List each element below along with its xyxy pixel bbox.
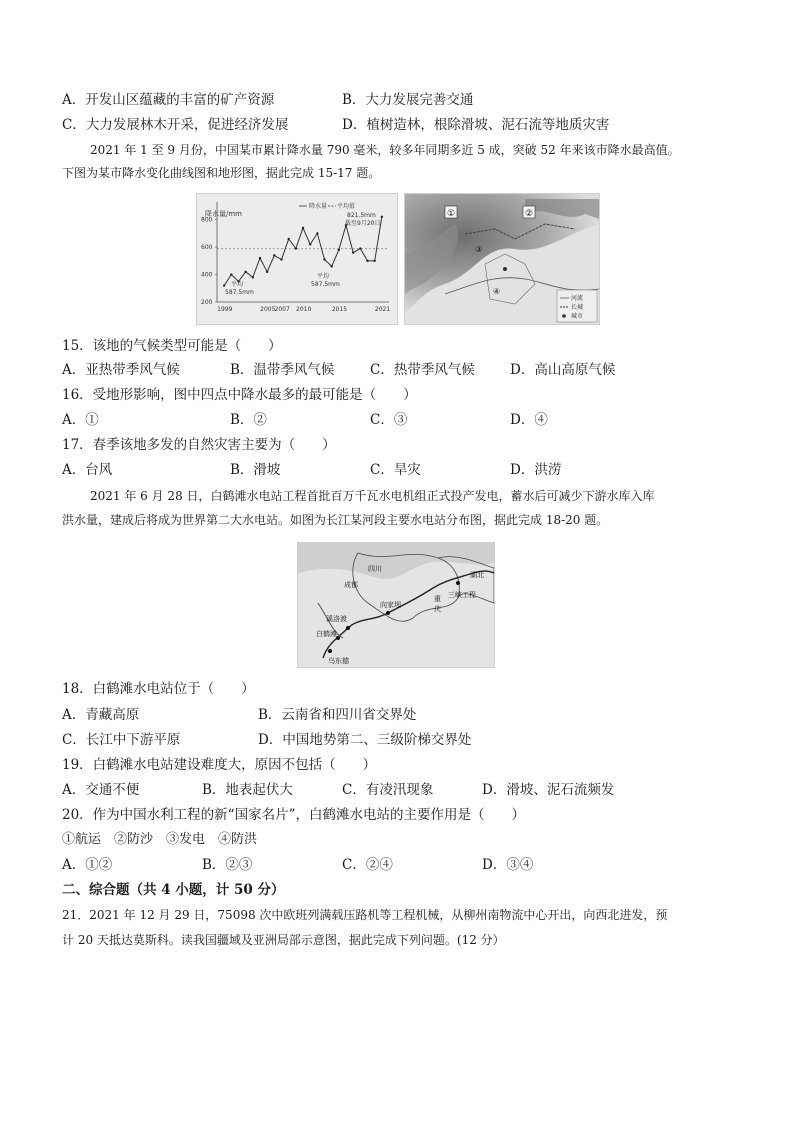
rainfall-point xyxy=(273,254,275,256)
q17-option-c: C．旱灾 xyxy=(370,462,421,478)
y-tick-label: 800 xyxy=(201,216,213,224)
legend-river: 河流 xyxy=(571,295,584,302)
rainfall-point xyxy=(330,265,332,267)
x-tick-label: 2007 xyxy=(274,306,290,313)
rainfall-point xyxy=(381,216,383,218)
annotation-avg-right-value: 587.5mm xyxy=(311,281,340,288)
label-hubei: 湖北 xyxy=(470,571,484,579)
hydropower-map-svg xyxy=(298,543,494,667)
q18-option-b: B．云南省和四川省交界处 xyxy=(258,707,417,723)
q14-option-d: D．植树造林，根除滑坡、泥石流等地质灾害 xyxy=(342,117,610,133)
x-tick-label: 1999 xyxy=(217,306,233,313)
rainfall-point xyxy=(295,247,297,249)
legend-average: 平均值 xyxy=(337,203,356,210)
rainfall-point xyxy=(287,238,289,240)
x-tick-label: 2005 xyxy=(260,306,276,313)
q15-option-a: A．亚热带季风气候 xyxy=(62,362,180,378)
rainfall-point xyxy=(373,260,375,262)
q17-stem: 17．春季该地多发的自然灾害主要为（ ） xyxy=(62,437,336,453)
legend-wall: 长城 xyxy=(571,304,584,311)
y-tick-label: 400 xyxy=(201,271,213,279)
legend-city: 城市 xyxy=(571,313,584,320)
intro2-line2: 洪水量，建成后将成为世界第二大水电站。如图为长江某河段主要水电站分布图，据此完成 18-20 题。 xyxy=(62,513,609,527)
x-tick-label: 2010 xyxy=(296,306,312,313)
label-chengdu: 成都 xyxy=(344,581,358,589)
map-label-4: ④ xyxy=(493,287,501,296)
label-chongqing-2: 庆 xyxy=(434,605,441,613)
q14-option-b: B．大力发展完善交通 xyxy=(342,92,474,108)
q15-option-d: D．高山高原气候 xyxy=(510,362,616,378)
q19-option-b: B．地表起伏大 xyxy=(202,782,293,798)
q20-stem: 20．作为中国水利工程的新“国家名片”，白鹤滩水电站的主要作用是（ ） xyxy=(62,807,525,823)
map-label-3: ③ xyxy=(475,245,483,254)
terrain-map xyxy=(404,193,600,325)
section2-title: 二、综合题（共 4 小题，计 50 分） xyxy=(62,882,285,898)
rainfall-point xyxy=(302,227,304,229)
rainfall-chart-svg xyxy=(197,194,397,324)
label-xiluodu: 溪洛渡 xyxy=(326,615,347,623)
annotation-avg-right: 平均 xyxy=(317,273,330,280)
rainfall-point xyxy=(252,276,254,278)
annotation-avg-left-value: 587.5mm xyxy=(225,289,254,296)
dam-three-gorges xyxy=(456,581,460,585)
annotation-2021-value: 821.5mm xyxy=(347,212,376,219)
q15-option-b: B．温带季风气候 xyxy=(230,362,335,378)
map-label-1: ① xyxy=(447,209,456,219)
rainfall-point xyxy=(230,273,232,275)
rainfall-point xyxy=(366,260,368,262)
q14-option-a: A．开发山区蕴藏的丰富的矿产资源 xyxy=(62,92,275,108)
q20-option-c: C．②④ xyxy=(342,857,393,873)
dam-xiangjiaba xyxy=(386,611,390,615)
q16-option-d: D．④ xyxy=(510,412,548,428)
city-marker xyxy=(503,267,507,271)
y-tick-label: 200 xyxy=(201,299,213,306)
intro2-line1: 2021 年 6 月 28 日，白鹤滩水电站工程首批百万千瓦水电机组正式投产发电，蓄水后可减少下游水库入库 xyxy=(90,489,655,503)
dam-xiluodu xyxy=(346,626,350,630)
q19-stem: 19．白鹤滩水电站建设难度大，原因不包括（ ） xyxy=(62,757,377,773)
rainfall-point xyxy=(316,232,318,234)
q21-line1: 21．2021 年 12 月 29 日，75098 次中欧班列满载压路机等工程机械，从柳州南物流中心开出，向西北进发，预 xyxy=(62,908,668,922)
q21-line2: 计 20 天抵达莫斯科。读我国疆域及亚洲局部示意图，据此完成下列问题。(12 分） xyxy=(62,933,505,947)
x-tick-label: 2021 xyxy=(374,306,391,313)
hydropower-map xyxy=(297,542,495,668)
q20-option-a: A．①② xyxy=(62,857,113,873)
q17-option-b: B．滑坡 xyxy=(230,462,281,478)
q18-option-a: A．青藏高原 xyxy=(62,707,140,723)
rainfall-point xyxy=(352,251,354,253)
q15-stem: 15．该地的气候类型可能是（ ） xyxy=(62,338,282,354)
annotation-2021-note: 截至9月20日 xyxy=(345,220,381,227)
q14-option-c: C．大力发展林木开采，促进经济发展 xyxy=(62,117,289,133)
q16-option-a: A．① xyxy=(62,412,99,428)
y-axis-label: 降水量/mm xyxy=(205,210,242,218)
q17-option-d: D．洪涝 xyxy=(510,462,562,478)
q16-stem: 16．受地形影响，图中四点中降水最多的最可能是（ ） xyxy=(62,387,417,403)
legend-series: 降水量 xyxy=(309,203,328,210)
label-baihetan: 白鹤滩 xyxy=(316,630,337,638)
q18-stem: 18．白鹤滩水电站位于（ ） xyxy=(62,681,255,697)
q19-option-a: A．交通不便 xyxy=(62,782,140,798)
legend-city-swatch xyxy=(562,314,566,318)
q18-option-c: C．长江中下游平原 xyxy=(62,732,181,748)
rainfall-point xyxy=(338,249,340,251)
q15-option-c: C．热带季风气候 xyxy=(370,362,475,378)
rainfall-point xyxy=(259,257,261,259)
rainfall-point xyxy=(266,271,268,273)
q16-option-c: C．③ xyxy=(370,412,408,428)
map-label-2: ② xyxy=(525,209,534,219)
rainfall-point xyxy=(309,243,311,245)
intro1-line2: 下图为某市降水变化曲线图和地形图，据此完成 15-17 题。 xyxy=(62,166,381,180)
q19-option-d: D．滑坡、泥石流频发 xyxy=(482,782,615,798)
rainfall-point xyxy=(244,271,246,273)
x-tick-label: 2015 xyxy=(331,306,348,313)
rainfall-point xyxy=(223,284,225,286)
rainfall-point xyxy=(280,258,282,260)
q19-option-c: C．有凌汛现象 xyxy=(342,782,434,798)
q20-option-d: D．③④ xyxy=(482,857,534,873)
q20-option-b: B．②③ xyxy=(202,857,253,873)
dam-wudongde xyxy=(328,649,332,653)
q17-option-a: A．台风 xyxy=(62,462,113,478)
y-tick-label: 600 xyxy=(201,244,213,252)
annotation-avg-left: 平均 xyxy=(231,281,244,288)
rainfall-chart xyxy=(196,193,398,325)
label-xiangjiaba: 向家坝 xyxy=(380,601,401,609)
q18-option-d: D．中国地势第二、三级阶梯交界处 xyxy=(258,732,472,748)
rainfall-point xyxy=(323,258,325,260)
q20-items: ①航运 ②防沙 ③发电 ④防洪 xyxy=(62,832,258,847)
terrain-map-svg xyxy=(405,194,599,324)
label-chongqing-1: 重 xyxy=(434,595,441,603)
rainfall-point xyxy=(359,247,361,249)
intro1-line1: 2021 年 1 至 9 月份，中国某市累计降水量 790 毫米，较多年同期多近 5 成，突破 52 年来该市降水最高值。 xyxy=(90,143,680,157)
label-sichuan: 四川 xyxy=(368,565,382,573)
label-wudongde: 乌东德 xyxy=(328,657,349,665)
label-three-gorges: 三峡工程 xyxy=(448,591,476,599)
q16-option-b: B．② xyxy=(230,412,267,428)
